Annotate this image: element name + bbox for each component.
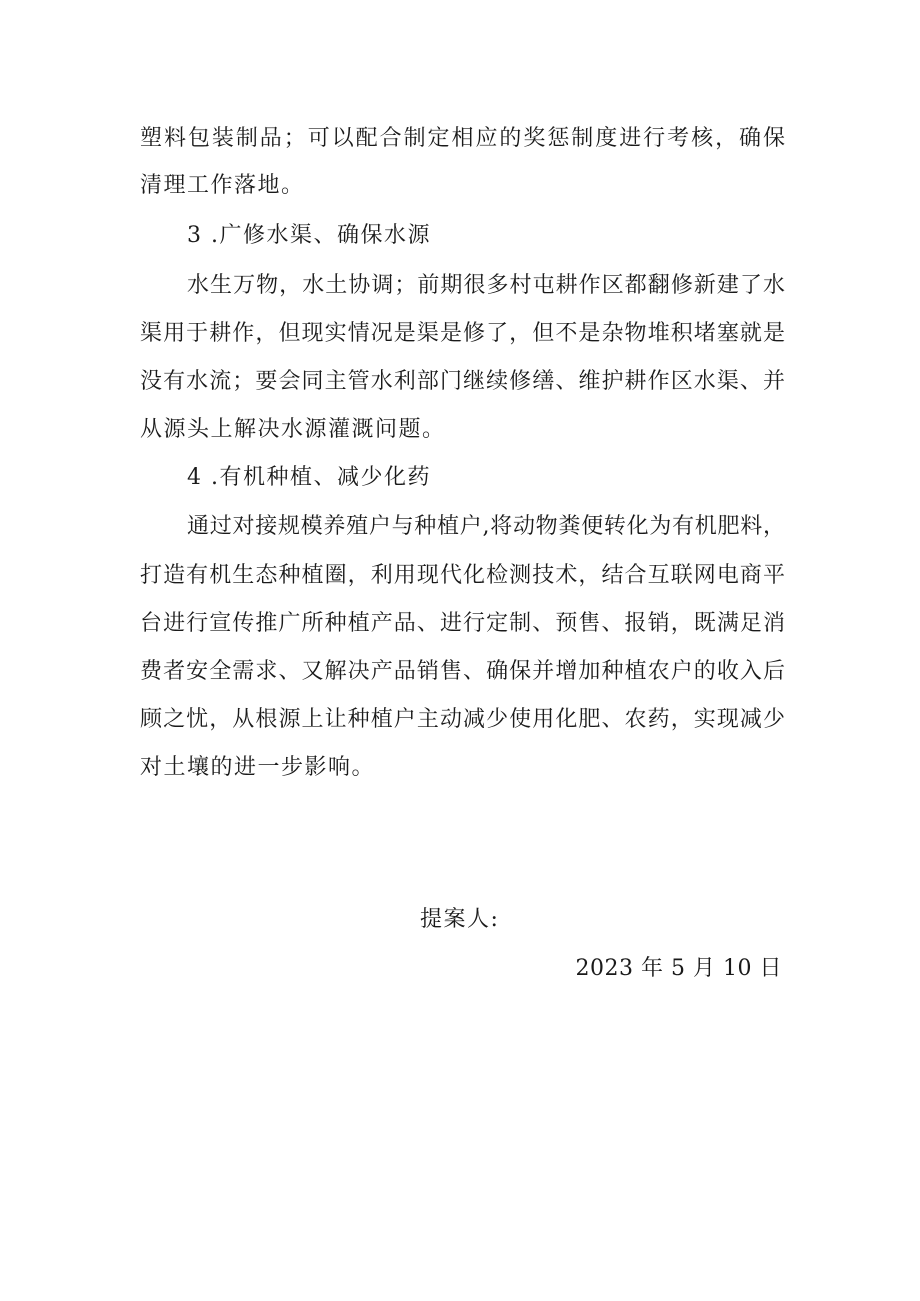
section-4-line-6: 对土壤的进一步影响。 [140,755,376,780]
section-4-line-4: 费者安全需求、又解决产品销售、确保并增加种植农户的收入后 [140,659,785,684]
section-3-line-3: 没有水流；要会同主管水利部门继续修缮、维护耕作区水渠、并 [140,369,785,394]
paragraph-1-line-2: 清理工作落地。 [140,173,305,198]
section-4-line-1: 通过对接规模养殖户与种植户,将动物粪便转化为有机肥料， [187,514,785,539]
section-3-line-4: 从源头上解决水源灌溉问题。 [140,417,446,442]
section-4-line-5: 顾之忧，从根源上让种植户主动减少使用化肥、农药，实现减少 [140,707,785,732]
paragraph-1-line-1: 塑料包装制品；可以配合制定相应的奖惩制度进行考核，确保 [140,126,785,151]
section-3-line-2: 渠用于耕作，但现实情况是渠是修了，但不是杂物堆积堵塞就是 [140,321,785,346]
section-3-heading: 3 .广修水渠、确保水源 [187,223,431,248]
section-4-heading: 4 .有机种植、减少化药 [187,465,431,490]
proposer-label: 提案人: [420,907,500,932]
section-4-line-3: 台进行宣传推广所种植产品、进行定制、预售、报销，既满足消 [140,611,785,636]
section-3-line-1: 水生万物，水土协调；前期很多村屯耕作区都翻修新建了水 [187,273,785,298]
signature-date: 2023 年 5 月 10 日 [575,956,782,981]
section-4-line-2: 打造有机生态种植圈，利用现代化检测技术，结合互联网电商平 [140,563,785,588]
